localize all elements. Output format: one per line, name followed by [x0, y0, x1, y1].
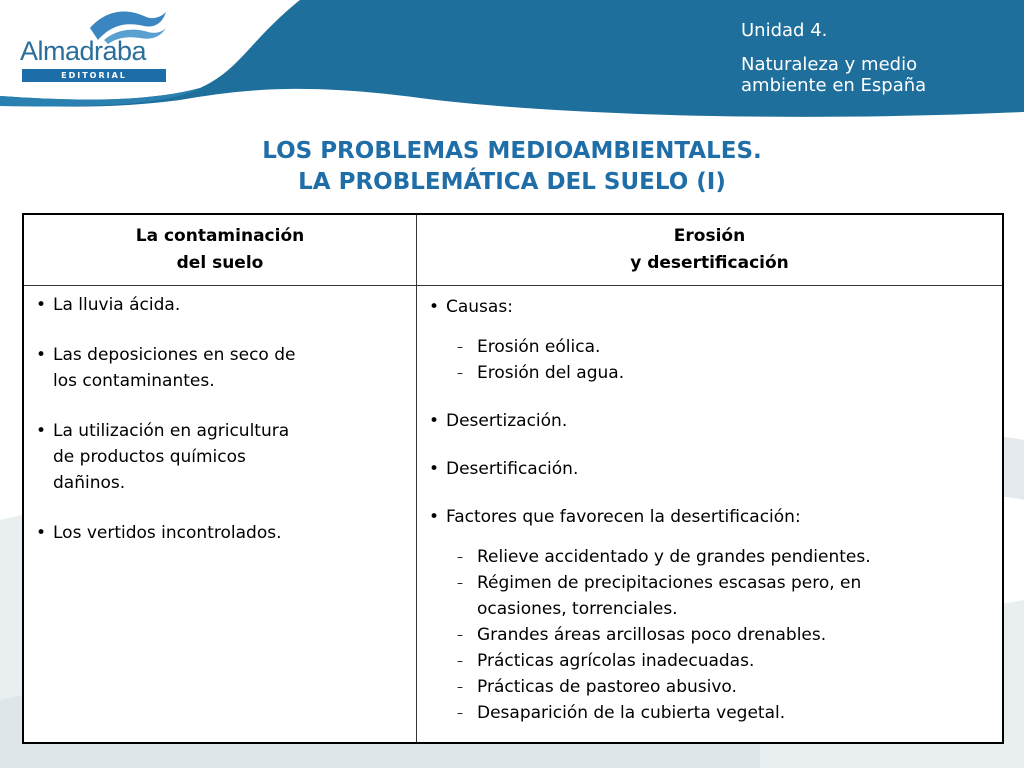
dash-icon: –	[457, 628, 463, 642]
page-title	[0, 136, 1024, 198]
sub-list-item-text: Desaparición de la cubierta vegetal.	[477, 703, 786, 723]
header-left-line1: La contaminación	[135, 226, 305, 246]
header-erosion	[417, 214, 1004, 286]
sub-list-item	[425, 648, 994, 674]
sub-list-item	[425, 674, 994, 700]
sub-list-item-text: Prácticas agrícolas inadecuadas.	[477, 651, 755, 671]
sub-list-item-text: Régimen de precipitaciones escasas pero, en	[477, 573, 862, 593]
dash-icon: –	[457, 576, 463, 590]
bullet-icon: •	[36, 523, 47, 543]
almadraba-logo	[20, 6, 170, 80]
list-item-text: Desertización.	[446, 411, 568, 431]
header-left-line2: del suelo	[176, 253, 264, 273]
unit-subtitle-line2: ambiente en España	[741, 75, 927, 96]
page-title-line2: LA PROBLEMÁTICA DEL SUELO (I)	[298, 169, 726, 195]
content-table	[22, 213, 1004, 744]
list-item	[425, 504, 994, 530]
sub-list-item-text: ocasiones, torrenciales.	[477, 599, 678, 619]
sub-list-item-text: Grandes áreas arcillosas poco drenables.	[477, 625, 827, 645]
bullet-icon: •	[36, 421, 47, 441]
sub-list-item	[425, 360, 994, 386]
sub-list-item-text: Relieve accidentado y de grandes pendientes.	[477, 547, 871, 567]
unit-subtitle-line1: Naturaleza y medio	[741, 54, 918, 75]
sub-list-item-text: Prácticas de pastoreo abusivo.	[477, 677, 737, 697]
sub-list-item-text: Erosión del agua.	[477, 363, 625, 383]
list-item-text: dañinos.	[53, 473, 126, 493]
bullet-icon: •	[429, 459, 440, 479]
list-item-text: Las deposiciones en seco de	[53, 345, 296, 365]
list-item	[32, 418, 408, 496]
dash-icon: –	[457, 680, 463, 694]
sub-list-item	[425, 622, 994, 648]
list-item-text: Causas:	[446, 297, 513, 317]
page-title-line1: LOS PROBLEMAS MEDIOAMBIENTALES.	[262, 138, 762, 164]
list-item-text: de productos químicos	[53, 447, 246, 467]
table-body-row	[23, 286, 1003, 744]
list-item-text: Los vertidos incontrolados.	[53, 523, 282, 543]
list-item	[32, 342, 408, 394]
list-item-text: Desertificación.	[446, 459, 579, 479]
bullet-icon: •	[429, 411, 440, 431]
list-item	[425, 456, 994, 482]
list-item-text: La utilización en agricultura	[53, 421, 290, 441]
list-item	[32, 292, 408, 318]
dash-icon: –	[457, 366, 463, 380]
dash-icon: –	[457, 706, 463, 720]
logo-editorial-tag: EDITORIAL	[22, 69, 166, 82]
list-item-text: los contaminantes.	[53, 371, 215, 391]
dash-icon: –	[457, 654, 463, 668]
dash-icon: –	[457, 340, 463, 354]
header-right-line2: y desertificación	[630, 253, 789, 273]
logo-wordmark: Almadraba	[20, 36, 147, 66]
dash-icon: –	[457, 550, 463, 564]
bullet-icon: •	[429, 507, 440, 527]
sub-list-item	[425, 570, 994, 622]
bullet-icon: •	[36, 345, 47, 365]
bullet-icon: •	[36, 295, 47, 315]
right-cell	[417, 286, 1004, 744]
list-item	[425, 408, 994, 434]
sub-list-item-text: Erosión eólica.	[477, 337, 601, 357]
list-item-text: La lluvia ácida.	[53, 295, 181, 315]
sub-list-item	[425, 544, 994, 570]
left-cell	[23, 286, 417, 744]
list-item	[425, 294, 994, 320]
unit-info	[741, 20, 1011, 96]
sub-list-item	[425, 334, 994, 360]
list-item	[32, 520, 408, 546]
sub-list-item	[425, 700, 994, 726]
header-contaminacion	[23, 214, 417, 286]
header-right-line1: Erosión	[673, 226, 746, 246]
list-item-text: Factores que favorecen la desertificación:	[446, 507, 801, 527]
unit-title: Unidad 4.	[741, 20, 828, 41]
table-header-row	[23, 214, 1003, 286]
bullet-icon: •	[429, 297, 440, 317]
